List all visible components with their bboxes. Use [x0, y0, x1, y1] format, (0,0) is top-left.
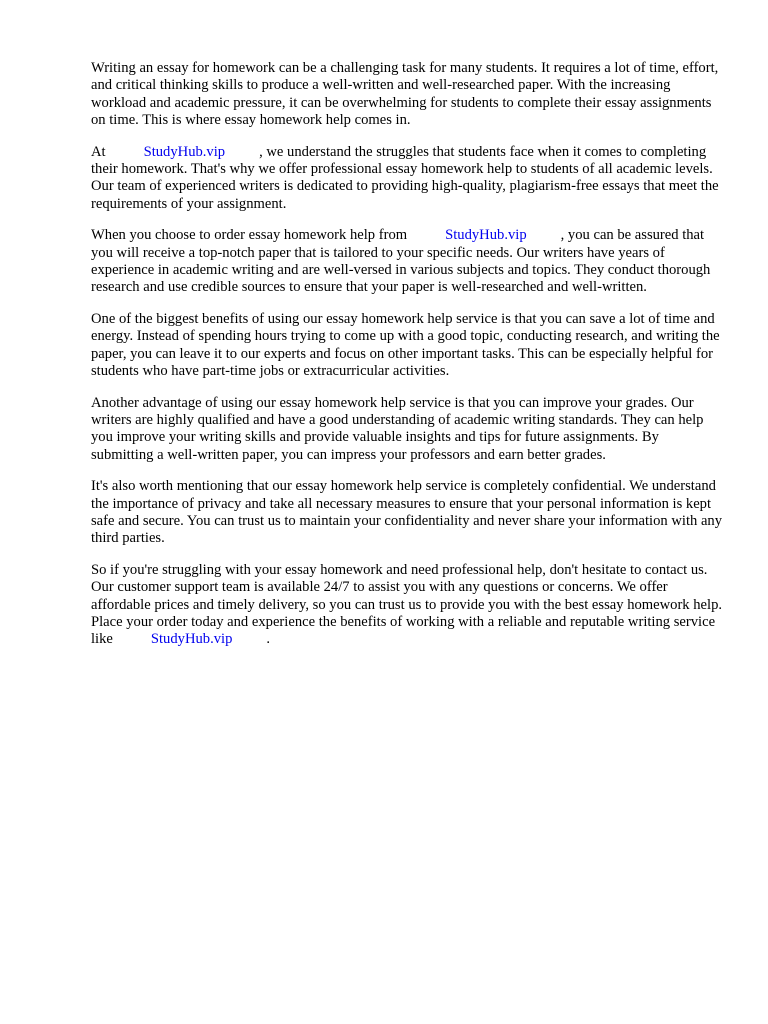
paragraph-order — [91, 227, 723, 297]
paragraph-about-lead: At — [91, 143, 106, 160]
studyhub-link-1[interactable]: StudyHub.vip — [143, 143, 226, 160]
paragraph-closing-body: So if you're struggling with your essay homework and need professional help, don't hesitate to contact us. Our customer support team is available 24/7 to assist you with any questions or concerns. We offer affordable prices and timely delivery, so you can trust us to provide you with the best essay homework help. Place your order today and experience the benefits of working with a reliable and reputable writing service like — [91, 561, 723, 648]
studyhub-link-2[interactable]: StudyHub.vip — [445, 227, 527, 244]
paragraph-order-lead: When you choose to order essay homework help from — [91, 227, 408, 244]
studyhub-link-3[interactable]: StudyHub.vip — [150, 631, 233, 648]
paragraph-closing-end: . — [266, 631, 271, 648]
paragraph-confidential: It's also worth mentioning that our essay homework help service is completely confidential. We understand the importance of privacy and take all necessary measures to ensure that your personal information is kept safe and secure. You can trust us to maintain your confidentiality and never share your information with any third parties. — [91, 478, 723, 547]
paragraph-grades: Another advantage of using our essay homework help service is that you can improve your grades. Our writers are highly qualified and have a good understanding of academic writing standards. They can help you improve your writing skills and provide valuable insights and tips for future assignments. By submitting a well-written paper, you can impress your professors and earn better grades. — [91, 394, 704, 463]
paragraph-benefits: One of the biggest benefits of using our essay homework help service is that you can save a lot of time and energy. Instead of spending hours trying to come up with a good topic, conducting research, and writing the paper, you can leave it to our experts and focus on other important tasks. This can be especially helpful for students who have part-time jobs or extracurricular activities. — [91, 310, 720, 380]
paragraph-about — [91, 144, 723, 214]
paragraph-about-body: , we understand the struggles that students face when it comes to completing their homework. That's why we offer professional essay homework help to students of all academic levels. Our team of experienced writers is dedicated to providing high-quality, plagiarism-free essays that meet the requirements of your assignment. — [91, 143, 719, 212]
document-page — [91, 60, 723, 663]
paragraph-order-body: , you can be assured that you will receive a top-notch paper that is tailored to your specific needs. Our writers have years of experience in academic writing and are well-versed in various subjects and topics. They conduct thorough research and use credible sources to ensure that your paper is well-researched and well-written. — [91, 227, 711, 296]
paragraph-closing — [91, 562, 723, 649]
paragraph-intro: Writing an essay for homework can be a challenging task for many students. It requires a lot of time, effort, and critical thinking skills to produce a well-written and well-researched paper. With the increasing workload and academic pressure, it can be overwhelming for students to complete their essay assignments on time. This is where essay homework help comes in. — [91, 60, 719, 129]
